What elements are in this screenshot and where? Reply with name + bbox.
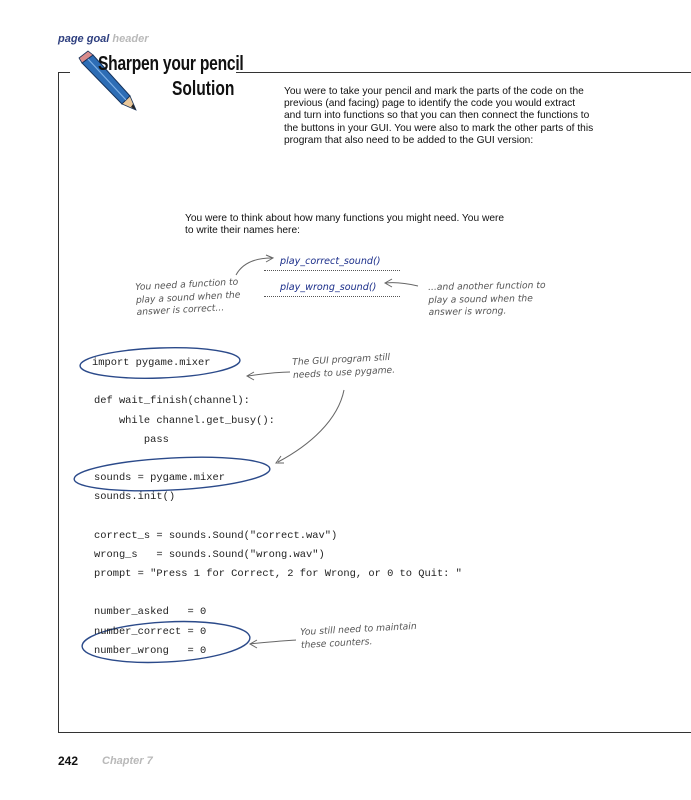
chapter-label: Chapter 7 [102,755,153,767]
page-header-label: header [112,33,149,45]
code-line-wrong: wrong_s = sounds.Sound("wrong.wav") [94,549,325,561]
circle-counters [81,618,251,667]
pygame-note: The GUI program still needs to use pygame. [292,351,396,381]
function-line-1 [264,256,400,271]
arrow-pygame-note [248,372,290,376]
code-line-sounds: sounds = pygame.mixer [94,472,225,484]
code-line-correct: correct_s = sounds.Sound("correct.wav") [94,530,338,542]
page-number: 242 [58,754,79,768]
code-line-init: sounds.init() [94,491,176,503]
code-line-def: def wait_finish(channel): [94,395,250,407]
code-line-pass: pass [94,434,169,446]
page-goal-text: page goal [58,33,110,45]
code-line-import: import pygame.mixer [92,357,211,369]
function-line-2 [264,282,400,297]
intro-paragraph: You were to take your pencil and mark the parts of the code on the previous (and facing) page to identify the code you would extract and turn into functions so that you can then connect the functions to the buttons in your GUI. You were also to mark the other parts of this program that also need to be added to the GUI version: [284,86,594,146]
solution-title: Solution [172,78,235,100]
function-name-correct: play_correct_sound() [280,256,381,267]
code-line-prompt: prompt = "Press 1 for Correct, 2 for Wrong, or 0 to Quit: " [94,568,462,580]
code-line-asked: number_asked = 0 [94,606,207,618]
functions-prompt: You were to think about how many functions you might need. You were to write their names here: [185,213,505,237]
code-line-number-correct: number_correct = 0 [94,626,207,638]
code-line-number-wrong: number_wrong = 0 [94,645,207,657]
counters-note: You still need to maintain these counters. [300,620,417,651]
code-line-while: while channel.get_busy(): [94,415,275,427]
arrow-to-sounds [278,390,344,462]
sharpen-title: Sharpen your pencil [98,53,244,75]
function-name-wrong: play_wrong_sound() [280,282,377,293]
right-note: ...and another function to play a sound when the answer is wrong. [428,279,546,318]
left-note: You need a function to play a sound when the answer is correct... [135,276,241,318]
